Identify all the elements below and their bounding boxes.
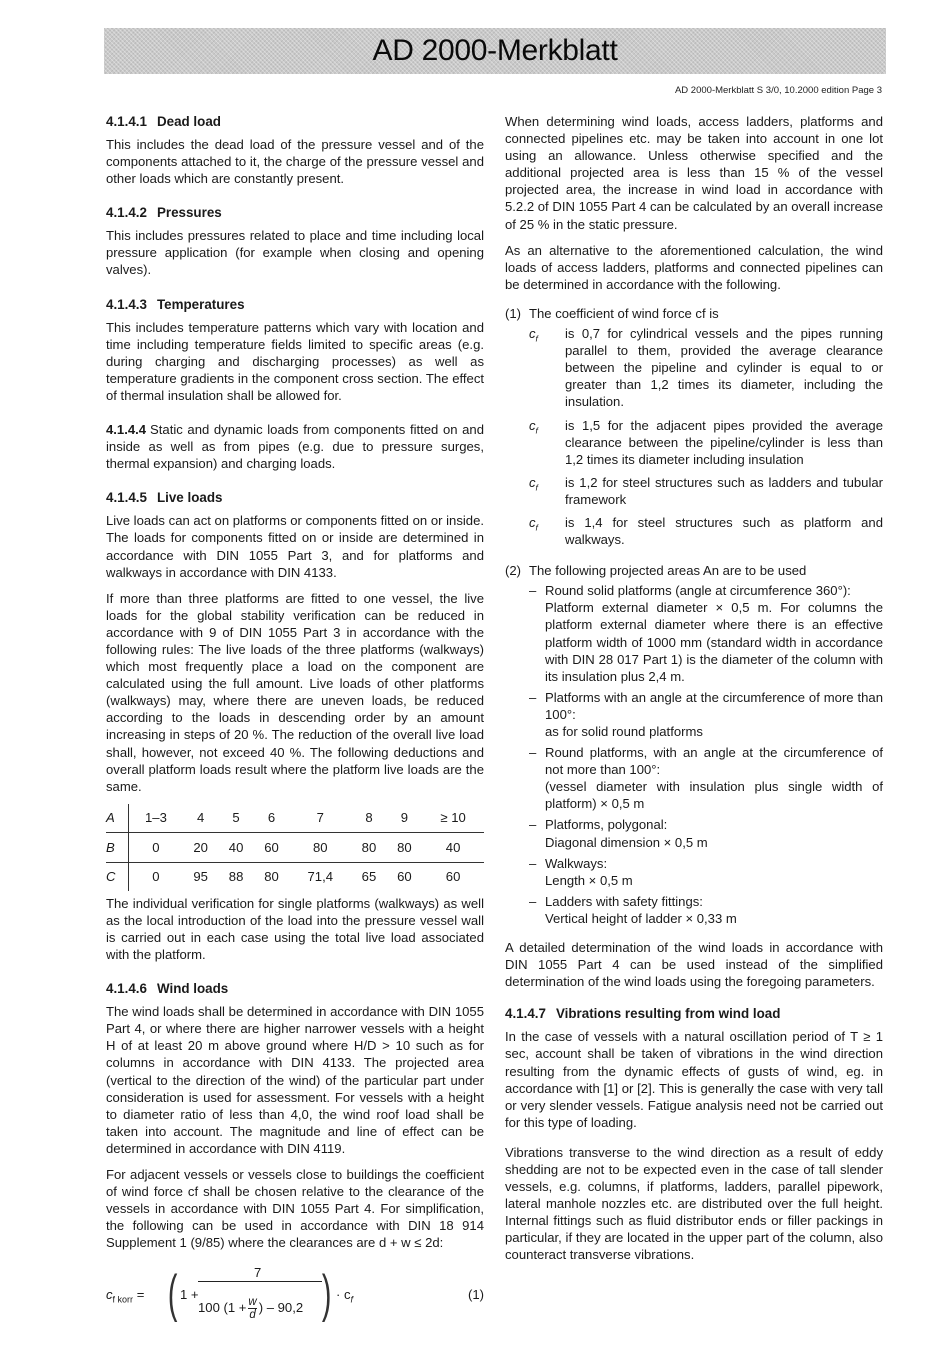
document-title: AD 2000-Merkblatt [372, 34, 618, 67]
section-heading-4143: 4.1.4.3 Temperatures [106, 296, 245, 312]
formula-lhs: $c_{f korr}$ = [106, 1286, 145, 1305]
list-item: – Round solid platforms (angle at circumference 360°): Platform external diameter × 0,5 m. For columns the platform external diameter where there is an effective platform width of 1000 mm (standard width in accordance with DIN 28 017 Part 1) is the diameter of the column with its insulation plus 2,4 m. [529, 583, 883, 684]
left-column [106, 113, 484, 1330]
cf-item: $c_f$ is 1,4 for steel structures such as platform and walkways. [529, 514, 883, 548]
formula-one: 1 + [180, 1286, 199, 1302]
page-meta: AD 2000-Merkblatt S 3/0, 10.2000 edition Page 3 [674, 85, 882, 96]
right-column [505, 113, 883, 1273]
paragraph: When determining wind loads, access ladders, platforms and connected pipelines etc. may be taken into account in one lot using an allowance. Unless otherwise specified and the additional projected area is less than 15 % of the vessel projected area, the increase in wind load in accordance with 5.2.2 of DIN 1055 Part 4 can be calculated by an overall increase of 25 % in the static pressure. [505, 114, 883, 232]
equation-number: (1) [467, 1286, 484, 1302]
paragraph: As an alternative to the aforementioned calculation, the wind loads of access ladders, platforms and connected pipelines can be determined in accordance with the following. [505, 242, 883, 292]
list-item: – Ladders with safety fittings: Vertical height of ladder × 0,33 m [529, 893, 737, 926]
cf-item: $c_f$ is 0,7 for cylindrical vessels and the pipes running parallel to them, provided the average clearance between the pipeline and cylinder is equal to or greater than 1,2 times its diameter, including the insulation. [529, 326, 883, 410]
section-heading-4145: 4.1.4.5 Live loads [106, 490, 223, 506]
enum-item-2: (2) The following projected areas An are to be used [505, 563, 807, 579]
paragraph: The wind loads shall be determined in accordance with DIN 1055 Part 4, or where there are higher narrower vessels with a height H of at least 20 m above ground where H/D > 10 such as for columns in accordance with DIN 4133. The projected area (vertical to the direction of the wind) of the particular part under consideration is used for assessment. For vessels with a height to diameter ratio of less than 4,0, the wind roof load shall be taken into account. The magnitude and line of effect can be determined in accordance with DIN 4119. [106, 1004, 484, 1156]
platform-load-table [106, 804, 484, 891]
list-item: – Platforms with an angle at the circumference of more than 100°: as for solid round platforms [529, 689, 883, 739]
table-row: C 0 95 88 80 71,4 65 60 60 [106, 862, 484, 891]
section-heading-4141: 4.1.4.1 Dead load [106, 114, 221, 129]
formula-denominator: 100 (1 + $\frac{w}{d}$ ) – 90,2 [198, 1295, 304, 1321]
paragraph: Vibrations transverse to the wind direction as a result of eddy shedding are not to be expected even in the case of tall slender vessels, e.g. columns, if platforms, ladders, parallel pipework, lateral manhole nozzles etc. are distributed over the full height. Internal fittings such as fluid distributor ends or filler packings in particular, if they are located in the upper part of the column, also counteract transverse vibrations. [505, 1144, 883, 1263]
paragraph: The individual verification for single platforms (walkways) as well as the local introduction of the load into the pressure vessel wall is carried out in each case using the total live load associated with the platform. [106, 895, 484, 963]
paragraph: In the case of vessels with a natural oscillation period of T ≥ 1 sec, account shall be taken of vibrations in the wind direction resulting from the dynamic effects of gusts of wind, eg. in accordance with [1] or [2]. This is generally the case with very tall or very slender vessels. Fatigue analysis need not be carried out for this type of loading. [505, 1029, 883, 1130]
right-paren: ) [321, 1264, 332, 1323]
cf-item: $c_f$ is 1,2 for steel structures such as ladders and tubular framework [529, 474, 883, 507]
paragraph: If more than three platforms are fitted to one vessel, the live loads for the global stability verification can be reduced in accordance with 9 of DIN 1055 Part 3 in accordance with the following rules: The live loads of the three platforms (walkways) which most frequently place a load on the component are calculated using the full amount. Live loads of other platforms (walkways) may, where there are uneven loads, be reduced according to the loads in descending order by an amount increasing in steps of 20 %. The reduction of the overall live load shall, however, not exceed 40 %. The following deductions and overall platform loads result where the platform live loads are the same. [106, 590, 484, 794]
paragraph: This includes temperature patterns which vary with location and time including temperature fields limited to specific areas (e.g. during charging and discharging processes) as well as temperature gradients in the component cross section. The effect of thermal insulation shall be allowed for. [106, 319, 484, 403]
header-band [104, 28, 886, 74]
paragraph: Live loads can act on platforms or components fitted on or inside. The loads for components fitted on or inside are determined in accordance with DIN 1055 Part 3, and for platforms and walkways in accordance with DIN 4133. [106, 513, 484, 580]
cf-item: $c_f$ is 1,5 for the adjacent pipes provided the average clearance between the pipeline/cylinder is less than 1,2 times its diameter including insulation [529, 417, 883, 467]
fraction-line [198, 1281, 322, 1282]
paragraph-4144: 4.1.4.4 Static and dynamic loads from components fitted on and inside as well as from pipes (e.g. due to pressure surges, thermal expansion) and charging loads. [106, 422, 484, 472]
paragraph: This includes the dead load of the pressure vessel and of the components attached to it, the charge of the pressure vessel and other loads which are constantly present. [106, 137, 484, 187]
left-paren: ( [167, 1264, 178, 1323]
list-item: – Round platforms, with an angle at the circumference of not more than 100°: (vessel diameter with insulation plus single width of platform) × 0,5 m [529, 745, 883, 812]
table-row: A 1–3 4 5 6 7 8 9 ≥ 10 [106, 804, 484, 833]
section-heading-4142: 4.1.4.2 Pressures [106, 205, 222, 221]
paragraph: This includes pressures related to place and time including local pressure application (for example when closing and opening valves). [106, 228, 484, 278]
formula-numerator: 7 [254, 1264, 262, 1280]
table-row: B 0 20 40 60 80 80 80 40 [106, 832, 484, 862]
formula-rhs: · $c_f$ [336, 1286, 354, 1305]
enum-item-1: (1) The coefficient of wind force cf is [505, 305, 719, 321]
section-heading-4146: 4.1.4.6 Wind loads [106, 981, 229, 997]
formula-cf-korr [106, 1262, 484, 1330]
list-item: – Walkways: Length × 0,5 m [529, 855, 633, 888]
paragraph: For adjacent vessels or vessels close to buildings the coefficient of wind force cf shall be chosen relative to the clearance of the vessels in accordance with DIN 1055 Part 4. For simplification, the following can be used in accordance with DIN 18 914 Supplement 1 (9/85) where the clearances are d + w ≤ 2d: [106, 1167, 484, 1251]
list-item: – Platforms, polygonal: Diagonal dimension × 0,5 m [529, 817, 708, 850]
paragraph: A detailed determination of the wind loads in accordance with DIN 1055 Part 4 can be used instead of the simplified determination of the wind loads using the foregoing parameters. [505, 940, 883, 990]
section-heading-4147: 4.1.4.7 Vibrations resulting from wind load [505, 1006, 781, 1022]
